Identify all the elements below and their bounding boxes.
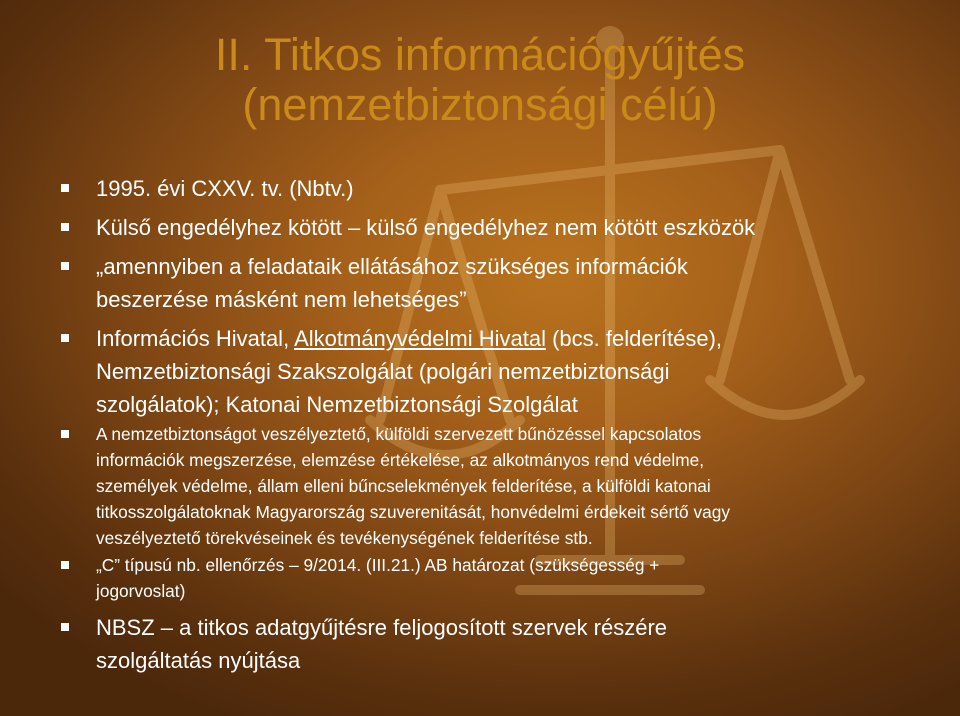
bullet-item xyxy=(96,172,876,205)
bullet-item xyxy=(96,552,876,604)
bullet-line: „amennyiben a feladataik ellátásához szükséges információk xyxy=(96,254,688,279)
bullet-square-icon xyxy=(61,623,69,631)
bullet-line: titkosszolgálatoknak Magyarország szuverenitását, honvédelmi érdekeit sértő vagy xyxy=(96,502,730,522)
bullet-text: 1995. évi CXXV. tv. (Nbtv.) xyxy=(96,176,354,201)
bullet-line: jogorvoslat) xyxy=(96,581,186,601)
bullet-line: személyek védelme, állam elleni bűncselekmények felderítése, a külföldi katonai xyxy=(96,476,711,496)
bullet-square-icon xyxy=(61,262,69,270)
bullet-line: beszerzése másként nem lehetséges” xyxy=(96,287,467,312)
bullet-line: Nemzetbiztonsági Szakszolgálat (polgári nemzetbiztonsági xyxy=(96,359,670,384)
bullet-square-icon xyxy=(61,184,69,192)
bullet-square-icon xyxy=(61,430,69,438)
bullet-line: NBSZ – a titkos adatgyűjtésre feljogosított szervek részére xyxy=(96,615,668,640)
bullet-text-suffix: (bcs. felderítése), xyxy=(545,326,723,351)
bullet-square-icon xyxy=(61,334,69,342)
title-line-2: (nemzetbiztonsági célú) xyxy=(242,79,718,130)
bullet-item xyxy=(96,611,876,677)
alkotmanyvedelmi-hivatal-link[interactable]: Alkotmányvédelmi Hivatal xyxy=(294,326,546,351)
bullet-line: veszélyeztető törekvéseinek és tevékenységének felderítése stb. xyxy=(96,528,593,548)
title-line-1: II. Titkos információgyűjtés xyxy=(214,29,746,80)
bullet-line: „C” típusú nb. ellenőrzés – 9/2014. (III.21.) AB határozat (szükségesség + xyxy=(96,555,660,575)
bullet-square-icon xyxy=(61,561,69,569)
bullet-text: Külső engedélyhez kötött – külső engedélyhez nem kötött eszközök xyxy=(96,215,756,240)
bullet-line: szolgálatok); Katonai Nemzetbiztonsági Szolgálat xyxy=(96,392,578,417)
bullet-line: információk megszerzése, elemzése értékelése, az alkotmányos rend védelme, xyxy=(96,450,704,470)
bullet-line: szolgáltatás nyújtása xyxy=(96,648,301,673)
bullet-item xyxy=(96,421,876,551)
slide-title xyxy=(0,30,960,130)
bullet-item xyxy=(96,250,876,316)
bullet-item xyxy=(96,211,876,244)
bullet-text-prefix: Információs Hivatal, xyxy=(96,326,295,351)
bullet-line: A nemzetbiztonságot veszélyeztető, külföldi szervezett bűnözéssel kapcsolatos xyxy=(96,424,702,444)
bullet-square-icon xyxy=(61,223,69,231)
bullet-item xyxy=(96,322,876,421)
